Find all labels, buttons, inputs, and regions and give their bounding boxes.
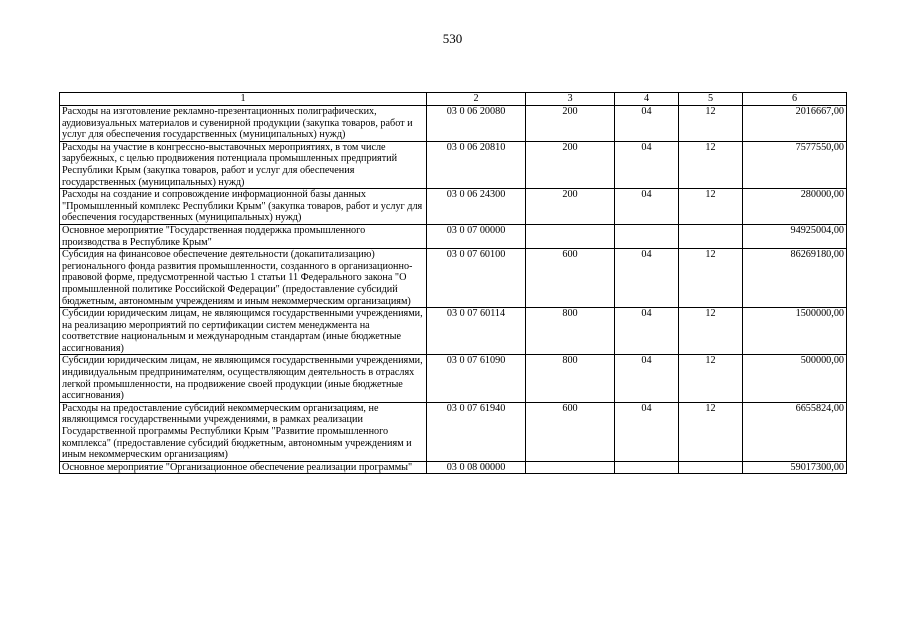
subsection-cell: 12 <box>679 402 743 461</box>
section-cell <box>615 224 679 248</box>
table-row <box>60 308 847 355</box>
table-row <box>60 141 847 188</box>
expense-type-cell: 600 <box>526 402 615 461</box>
expense-type-cell: 800 <box>526 308 615 355</box>
subsection-cell: 12 <box>679 249 743 308</box>
amount-cell: 1500000,00 <box>743 308 847 355</box>
table-row <box>60 249 847 308</box>
expense-name-cell: Субсидии юридическим лицам, не являющимся государственными учреждениями, на реализацию мероприятий по сертификации систем менеджмента на соответствие национальным и международным стандартам (иные бюджетные ассигнования) <box>60 308 427 355</box>
amount-cell: 500000,00 <box>743 355 847 402</box>
table-header-row <box>60 93 847 106</box>
table-row <box>60 461 847 474</box>
target-article-cell: 03 0 07 61940 <box>427 402 526 461</box>
section-cell: 04 <box>615 308 679 355</box>
table-row <box>60 355 847 402</box>
expense-name-cell: Расходы на предоставление субсидий некоммерческим организациям, не являющимся государственными учреждениями, в рамках реализации Государственной программы Республики Крым "Развитие промышленного комплекса" (предоставление субсидий бюджетным, автономным учреждениям и иным некоммерческим организациям) <box>60 402 427 461</box>
budget-table <box>59 92 847 474</box>
section-cell: 04 <box>615 249 679 308</box>
target-article-cell: 03 0 07 60100 <box>427 249 526 308</box>
expense-name-cell: Основное мероприятие "Организационное обеспечение реализации программы" <box>60 461 427 474</box>
subsection-cell: 12 <box>679 189 743 225</box>
expense-type-cell: 200 <box>526 189 615 225</box>
section-cell <box>615 461 679 474</box>
section-cell: 04 <box>615 106 679 142</box>
target-article-cell: 03 0 07 61090 <box>427 355 526 402</box>
table-row <box>60 189 847 225</box>
column-header: 2 <box>427 93 526 106</box>
expense-name-cell: Расходы на создание и сопровождение информационной базы данных "Промышленный комплекс Республики Крым" (закупка товаров, работ и услуг для обеспечения государственных (муниципальных) нужд) <box>60 189 427 225</box>
expense-type-cell: 200 <box>526 106 615 142</box>
page-number: 530 <box>442 31 463 46</box>
expense-name-cell: Основное мероприятие "Государственная поддержка промышленного производства в Республике Крым" <box>60 224 427 248</box>
subsection-cell: 12 <box>679 355 743 402</box>
section-cell: 04 <box>615 189 679 225</box>
amount-cell: 2016667,00 <box>743 106 847 142</box>
column-header: 1 <box>60 93 427 106</box>
expense-name-cell: Расходы на участие в конгрессно-выставочных мероприятиях, в том числе зарубежных, с целью продвижения потенциала промышленных предприятий Республики Крым (закупка товаров, работ и услуг для обеспечения государственных (муниципальных) нужд) <box>60 141 427 188</box>
table-row <box>60 106 847 142</box>
expense-type-cell: 600 <box>526 249 615 308</box>
table-row <box>60 402 847 461</box>
target-article-cell: 03 0 08 00000 <box>427 461 526 474</box>
table-row <box>60 224 847 248</box>
target-article-cell: 03 0 06 24300 <box>427 189 526 225</box>
subsection-cell: 12 <box>679 308 743 355</box>
target-article-cell: 03 0 06 20810 <box>427 141 526 188</box>
expense-type-cell <box>526 224 615 248</box>
expense-name-cell: Субсидии юридическим лицам, не являющимся государственными учреждениями, индивидуальным предпринимателям, осуществляющим деятельность в отраслях легкой промышленности, на продвижение своей продукции (иные бюджетные ассигнования) <box>60 355 427 402</box>
column-header: 5 <box>679 93 743 106</box>
expense-name-cell: Субсидия на финансовое обеспечение деятельности (докапитализацию) регионального фонда развития промышленности, созданного в организационно-правовой форме, предусмотренной частью 1 статьи 11 Федерального закона "О промышленной политике Российской Федерации" (предоставление субсидий бюджетным, автономным учреждениям и иным некоммерческим организациям) <box>60 249 427 308</box>
amount-cell: 86269180,00 <box>743 249 847 308</box>
expense-name-cell: Расходы на изготовление рекламно-презентационных полиграфических, аудиовизуальных материалов и сувенирной продукции (закупка товаров, работ и услуг для обеспечения государственных (муниципальных) нужд) <box>60 106 427 142</box>
subsection-cell: 12 <box>679 141 743 188</box>
subsection-cell <box>679 224 743 248</box>
amount-cell: 7577550,00 <box>743 141 847 188</box>
subsection-cell: 12 <box>679 106 743 142</box>
section-cell: 04 <box>615 355 679 402</box>
amount-cell: 59017300,00 <box>743 461 847 474</box>
section-cell: 04 <box>615 402 679 461</box>
subsection-cell <box>679 461 743 474</box>
column-header: 4 <box>615 93 679 106</box>
amount-cell: 94925004,00 <box>743 224 847 248</box>
amount-cell: 280000,00 <box>743 189 847 225</box>
target-article-cell: 03 0 06 20080 <box>427 106 526 142</box>
target-article-cell: 03 0 07 00000 <box>427 224 526 248</box>
expense-type-cell <box>526 461 615 474</box>
expense-type-cell: 200 <box>526 141 615 188</box>
column-header: 3 <box>526 93 615 106</box>
column-header: 6 <box>743 93 847 106</box>
amount-cell: 6655824,00 <box>743 402 847 461</box>
section-cell: 04 <box>615 141 679 188</box>
expense-type-cell: 800 <box>526 355 615 402</box>
target-article-cell: 03 0 07 60114 <box>427 308 526 355</box>
